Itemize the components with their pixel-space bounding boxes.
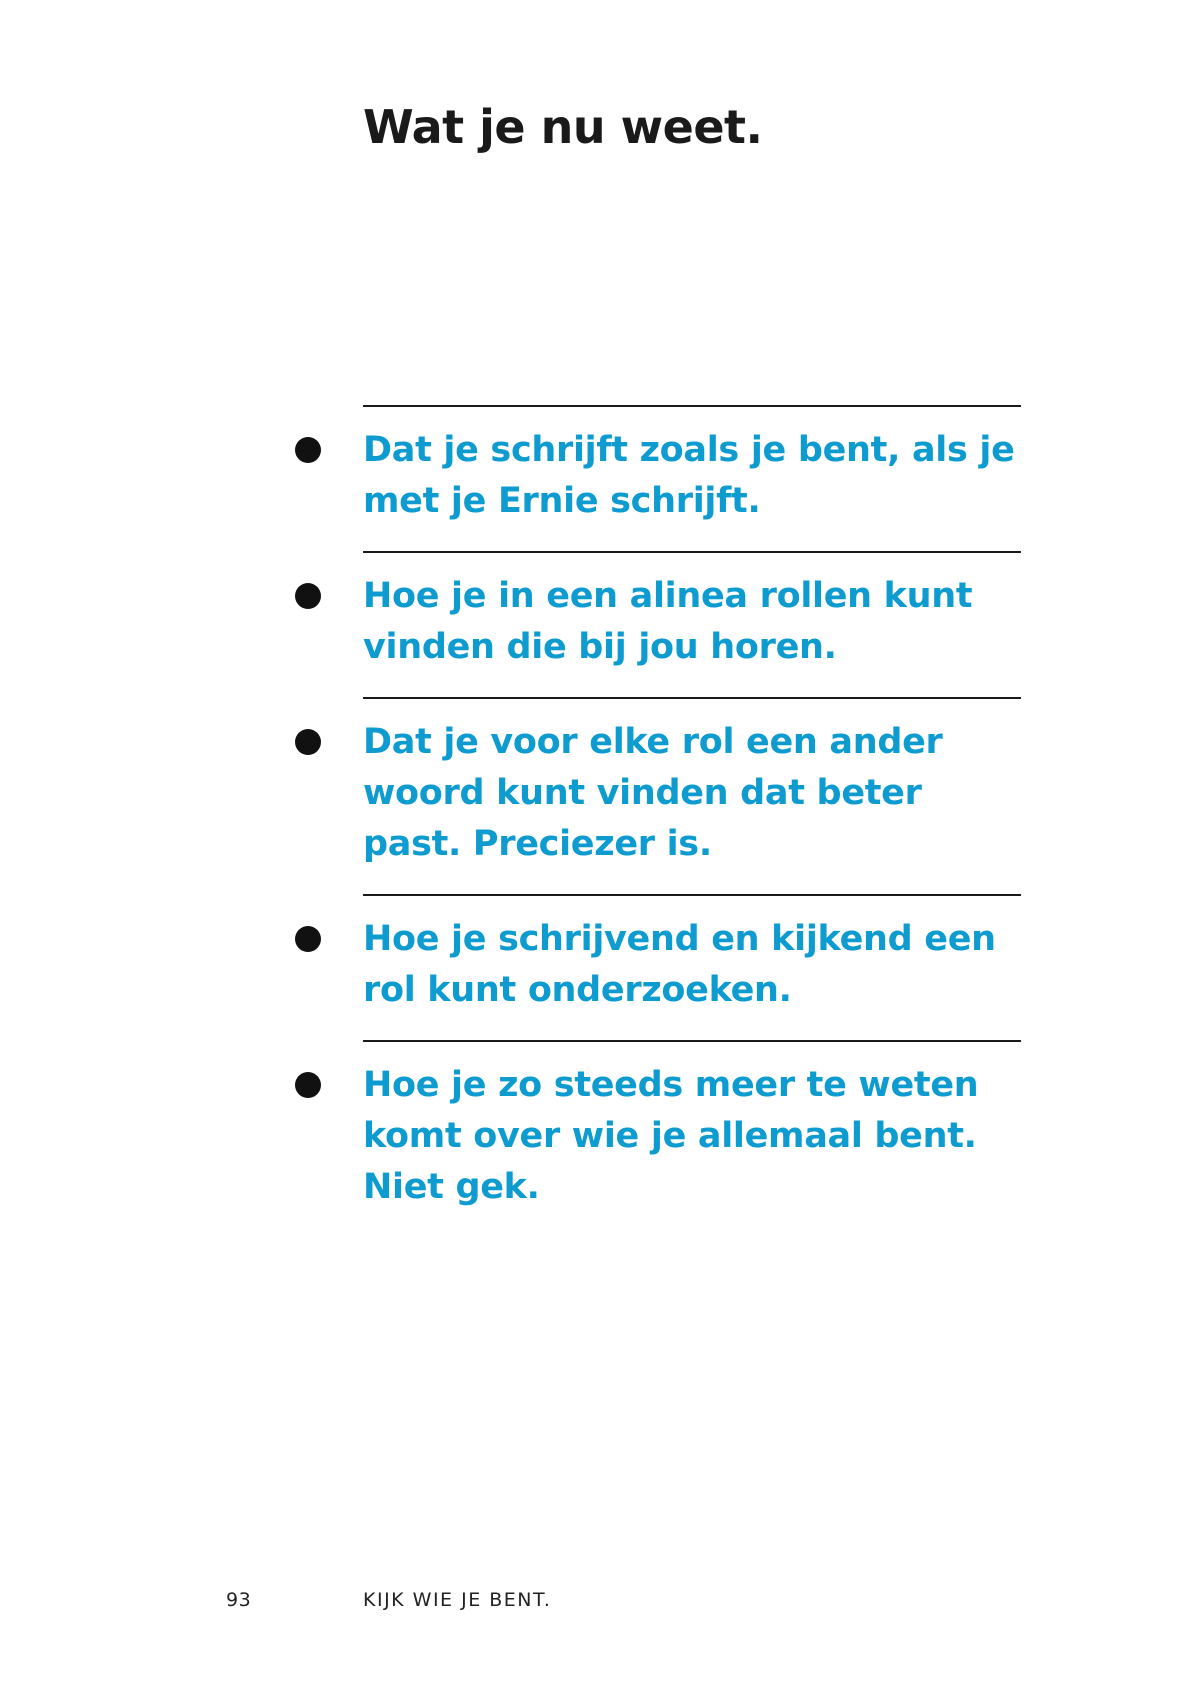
list-item-text: Hoe je schrijvend en kijkend een rol kunt onderzoeken. [363,919,996,1010]
page-number: 93 [226,1589,252,1611]
list-item [295,697,1025,894]
summary-list [295,405,1025,1237]
list-item-text: Hoe je zo steeds meer te weten komt over wie je allemaal bent. Niet gek. [363,1065,979,1207]
bullet-icon [295,729,321,755]
list-item-text: Dat je schrijft zoals je bent, als je met je Ernie schrijft. [363,430,1015,521]
bullet-icon [295,1072,321,1098]
bullet-icon [295,437,321,463]
running-title: KIJK WIE JE BENT. [363,1589,552,1611]
list-item [295,405,1025,551]
bullet-icon [295,926,321,952]
list-item [295,894,1025,1040]
list-item-text: Hoe je in een alinea rollen kunt vinden die bij jou horen. [363,576,973,667]
page-title: Wat je nu weet. [363,100,763,154]
bullet-icon [295,583,321,609]
list-item [295,551,1025,697]
list-item-text: Dat je voor elke rol een ander woord kunt vinden dat beter past. Preciezer is. [363,722,943,864]
list-item [295,1040,1025,1237]
